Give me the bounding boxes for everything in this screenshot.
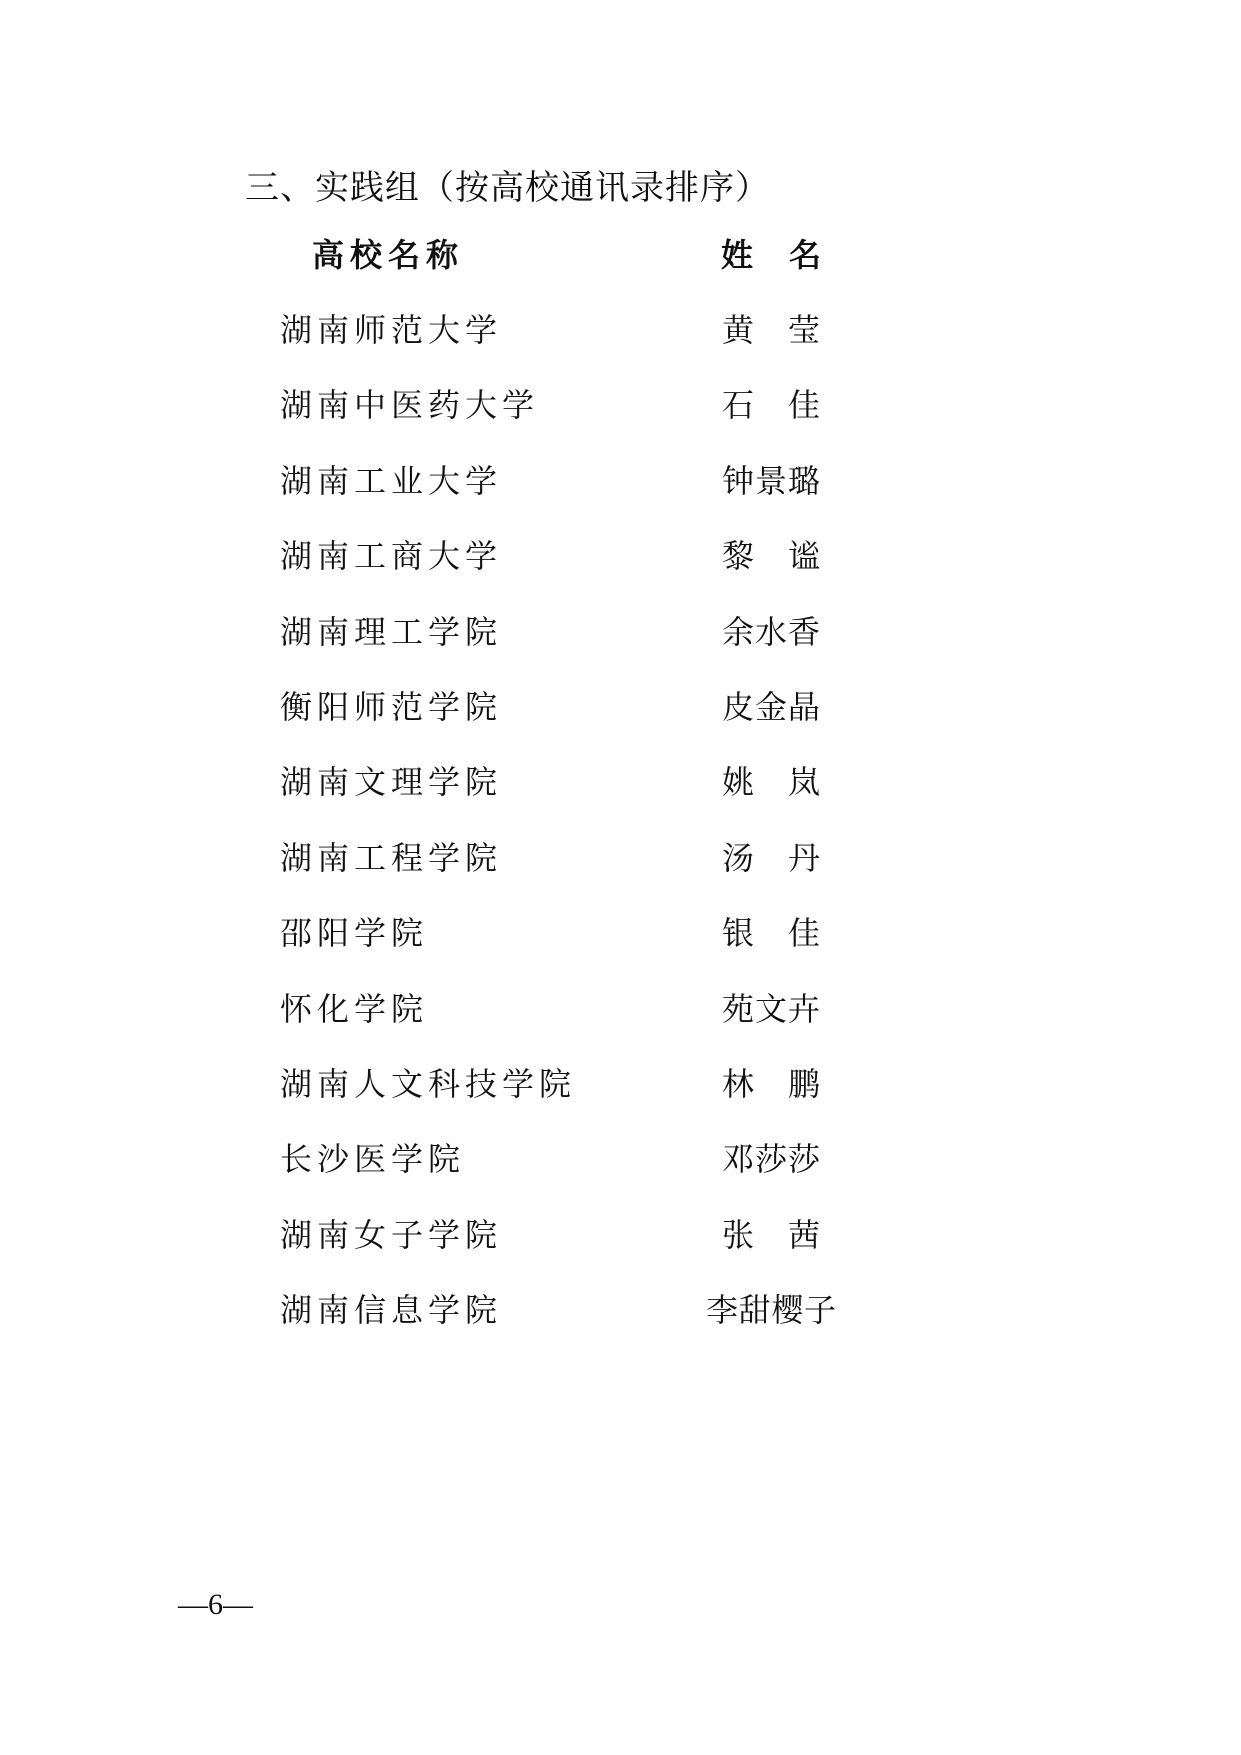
person-name: 黎 谧 xyxy=(722,537,820,576)
table-row xyxy=(0,1210,1241,1285)
person-name: 邓莎莎 xyxy=(722,1140,820,1179)
school-name: 湖南中医药大学 xyxy=(280,386,540,425)
table-row xyxy=(0,682,1241,757)
column-header-name: 姓 名 xyxy=(721,236,821,274)
school-name: 长沙医学院 xyxy=(280,1140,466,1179)
table-row xyxy=(0,380,1241,455)
section-heading: 三、实践组（按高校通讯录排序） xyxy=(245,168,770,208)
table-row xyxy=(0,531,1241,606)
school-name: 湖南工业大学 xyxy=(280,461,503,500)
table-row xyxy=(0,1285,1241,1360)
table-row xyxy=(0,757,1241,832)
school-name: 湖南文理学院 xyxy=(280,763,503,802)
school-name: 湖南女子学院 xyxy=(280,1215,503,1254)
person-name: 张 茜 xyxy=(722,1215,820,1254)
table-row xyxy=(0,1134,1241,1209)
person-name: 汤 丹 xyxy=(722,838,820,877)
table-row xyxy=(0,984,1241,1059)
school-name: 湖南师范大学 xyxy=(280,311,503,349)
person-name: 钟景璐 xyxy=(722,461,820,500)
page-number: —6— xyxy=(178,1588,253,1621)
roster-table xyxy=(0,305,1241,1360)
table-row xyxy=(0,1059,1241,1134)
table-row xyxy=(0,833,1241,908)
person-name: 姚 岚 xyxy=(722,763,820,802)
school-name: 湖南人文科技学院 xyxy=(280,1064,577,1103)
school-name: 湖南理工学院 xyxy=(280,612,503,651)
person-name: 银 佳 xyxy=(722,914,820,953)
table-row xyxy=(0,908,1241,983)
column-header-school: 高校名称 xyxy=(312,236,465,274)
person-name: 黄 莹 xyxy=(722,311,820,349)
person-name: 李甜樱子 xyxy=(706,1291,836,1330)
table-row xyxy=(0,456,1241,531)
person-name: 余水香 xyxy=(722,612,820,651)
person-name: 石 佳 xyxy=(722,386,820,425)
school-name: 湖南工程学院 xyxy=(280,838,503,877)
person-name: 皮金晶 xyxy=(722,687,820,726)
school-name: 湖南工商大学 xyxy=(280,537,503,576)
school-name: 邵阳学院 xyxy=(280,914,429,953)
table-row xyxy=(0,607,1241,682)
school-name: 怀化学院 xyxy=(280,989,429,1028)
person-name: 苑文卉 xyxy=(722,989,820,1028)
table-row xyxy=(0,305,1241,380)
school-name: 湖南信息学院 xyxy=(280,1291,503,1330)
school-name: 衡阳师范学院 xyxy=(280,687,503,726)
person-name: 林 鹏 xyxy=(722,1064,820,1103)
